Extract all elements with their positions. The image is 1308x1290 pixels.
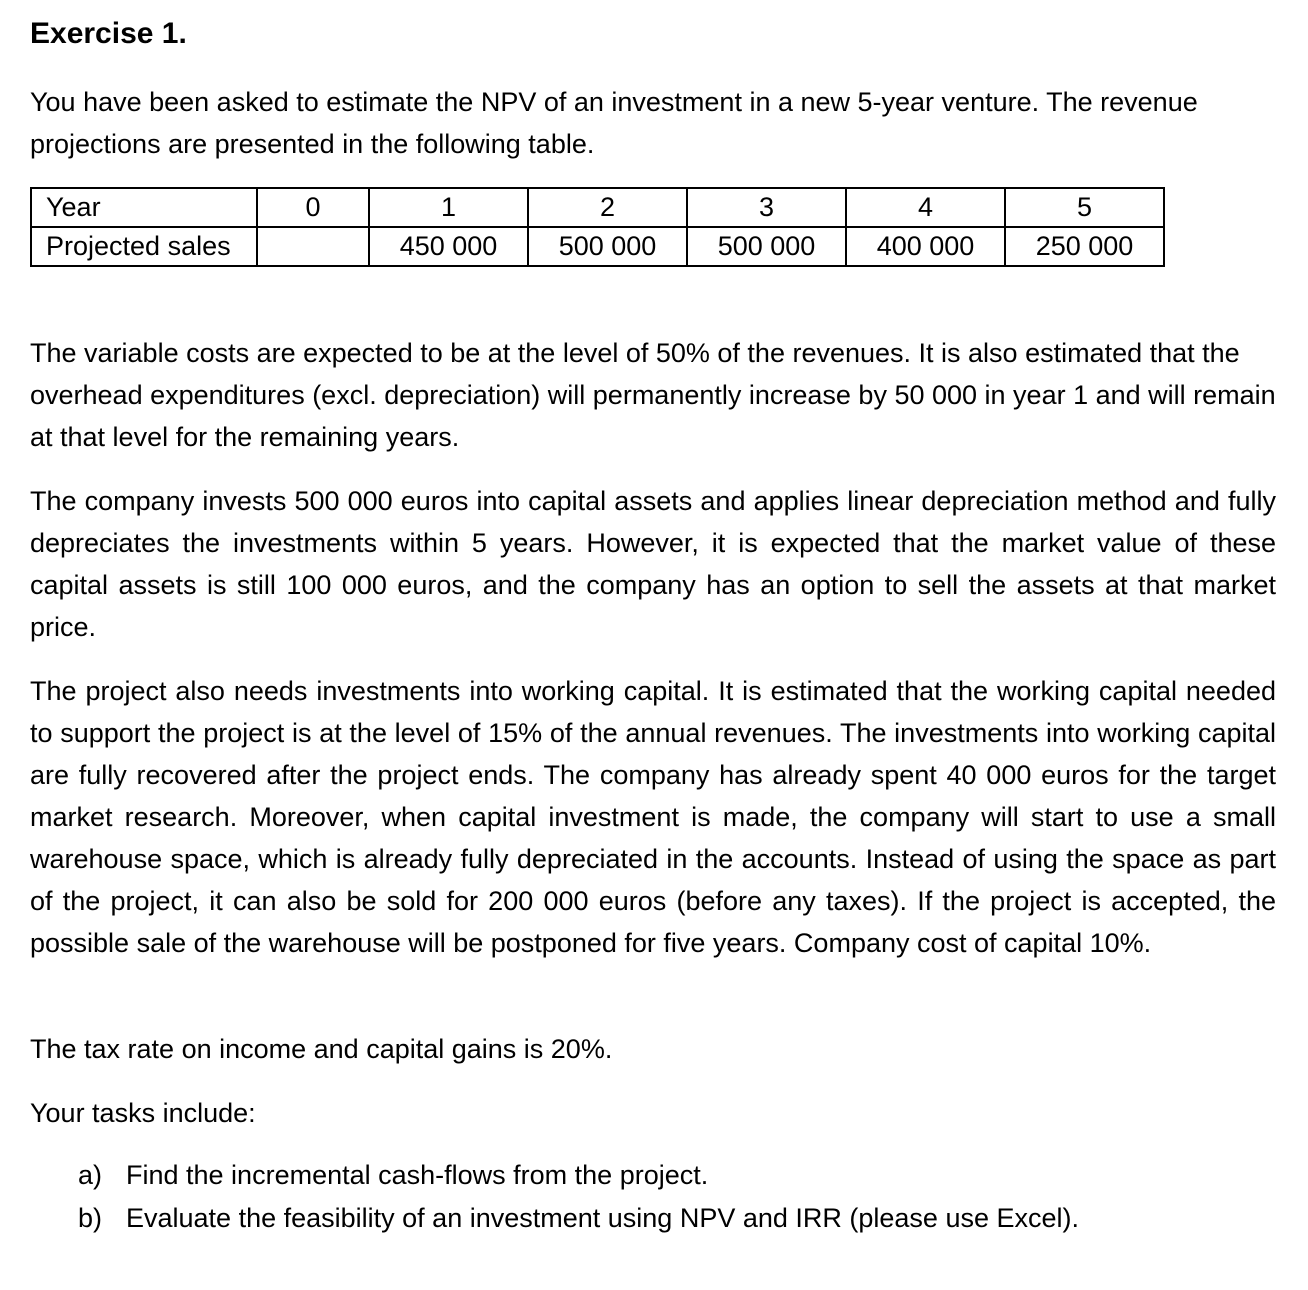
task-text: Evaluate the feasibility of an investment using NPV and IRR (please use Excel). [126, 1203, 1079, 1233]
tasks-list [78, 1154, 1079, 1240]
tax-paragraph: The tax rate on income and capital gains is 20%. [30, 1034, 613, 1064]
year-cell: 0 [257, 188, 369, 227]
row-label-year: Year [31, 188, 257, 227]
costs-paragraph: The variable costs are expected to be at the level of 50% of the revenues. It is also estimated that the overhead expenditures (excl. depreciation) will permanently increase by 50 000 in year 1 and will remain at that level for the remaining years. [30, 338, 1276, 452]
table-row-year [31, 188, 1164, 227]
working-capital-paragraph: The project also needs investments into working capital. It is estimated that the working capital needed to support the project is at the level of 15% of the annual revenues. The investments into working capital are fully recovered after the project ends. The company has already spent 40 000 euros for the target market research. Moreover, when capital investment is made, the company will start to use a small warehouse space, which is already fully depreciated in the accounts. Instead of using the space as part of the project, it can also be sold for 200 000 euros (before any taxes). If the project is accepted, the possible sale of the warehouse will be postponed for five years. Company cost of capital 10%. [30, 676, 1276, 958]
sales-cell: 500 000 [687, 227, 846, 266]
year-cell: 2 [528, 188, 687, 227]
exercise-title: Exercise 1. [30, 17, 187, 50]
sales-cell: 450 000 [369, 227, 528, 266]
year-cell: 5 [1005, 188, 1164, 227]
sales-cell: 250 000 [1005, 227, 1164, 266]
row-label-sales: Projected sales [31, 227, 257, 266]
list-item [78, 1197, 1079, 1240]
year-cell: 3 [687, 188, 846, 227]
task-marker: b) [78, 1203, 103, 1233]
task-marker: a) [78, 1160, 103, 1190]
intro-paragraph: You have been asked to estimate the NPV of an investment in a new 5-year venture. The revenue projections are presented in the following table. [30, 87, 1198, 159]
list-item [78, 1154, 1079, 1197]
sales-cell: 500 000 [528, 227, 687, 266]
year-cell: 1 [369, 188, 528, 227]
task-text: Find the incremental cash-flows from the project. [126, 1160, 709, 1190]
sales-cell [257, 227, 369, 266]
sales-cell: 400 000 [846, 227, 1005, 266]
capital-assets-paragraph: The company invests 500 000 euros into capital assets and applies linear depreciation method and fully depreciates the investments within 5 years. However, it is expected that the market value of these capital assets is still 100 000 euros, and the company has an option to sell the assets at that market price. [30, 486, 1276, 642]
year-cell: 4 [846, 188, 1005, 227]
tasks-intro: Your tasks include: [30, 1098, 256, 1128]
sales-table [30, 187, 1165, 267]
table-row-sales [31, 227, 1164, 266]
